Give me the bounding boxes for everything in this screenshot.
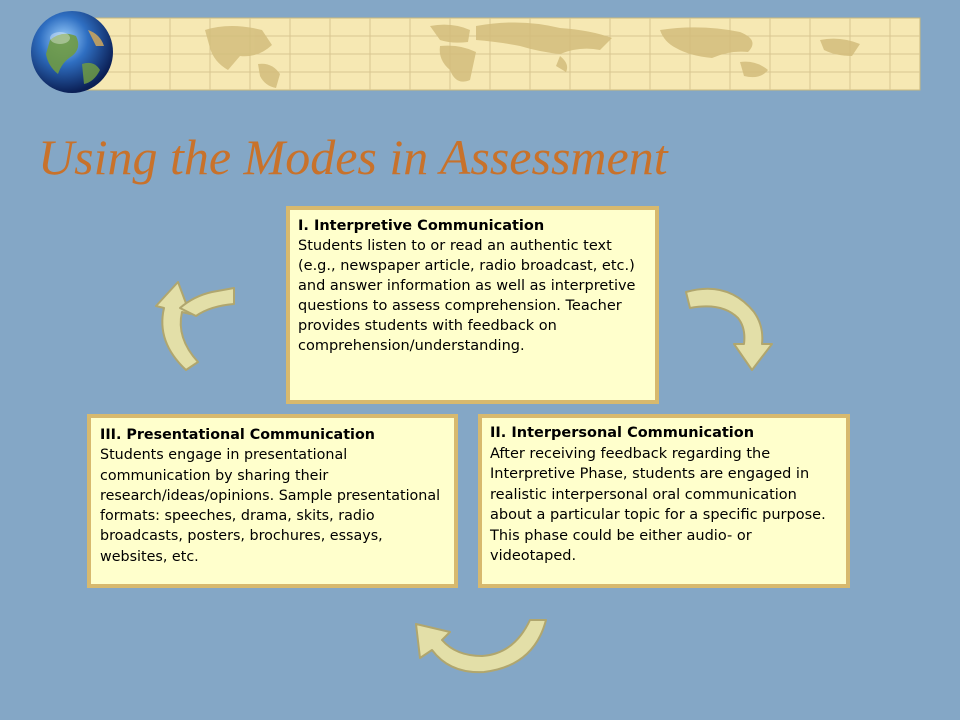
- presentational-heading: III. Presentational Communication: [100, 427, 375, 443]
- curved-arrow-icon-right: [682, 282, 774, 374]
- interpretive-communication-box: [286, 206, 659, 404]
- interpersonal-heading: II. Interpersonal Communication: [490, 425, 755, 441]
- interpretive-heading: I. Interpretive Communication: [298, 218, 545, 234]
- interpretive-description: Students listen to or read an authentic text (e.g., newspaper article, radio broadcast, etc.) and answer information as well as interpretive questions to assess comprehension. Teacher provides students with feedback on comprehension/understanding.: [298, 238, 636, 354]
- slide-title: Using the Modes in Assessment: [38, 129, 668, 185]
- map-banner: [0, 0, 960, 100]
- presentational-communication-box: [87, 414, 458, 588]
- globe-icon: [31, 11, 113, 93]
- interpersonal-description: After receiving feedback regarding the Interpretive Phase, students are engaged in realistic interpersonal oral communication about a particular topic for a specific purpose. This phase could be either audio- or videotaped.: [490, 445, 826, 564]
- interpersonal-communication-box: [478, 414, 850, 588]
- presentational-description: Students engage in presentational communication by sharing their research/ideas/opinions. Sample presentational formats: speeches, drama, skits, radio broadcasts, posters, brochures, essays, websites, etc.: [100, 447, 441, 565]
- curved-arrow-icon-left: [150, 278, 242, 378]
- curved-arrow-icon-bottom: [410, 606, 550, 678]
